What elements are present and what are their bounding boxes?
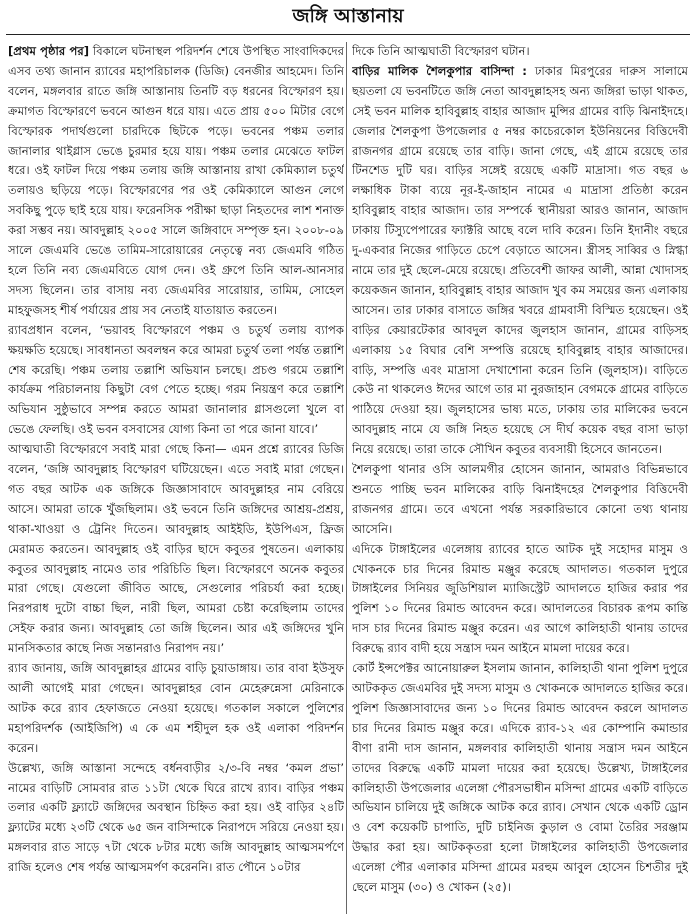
paragraph-text: ঢাকার মিরপুরের দারুস সালামে ছয়তলা যে ভবনটিতে জঙ্গি নেতা আবদুল্লাহসহ অন্য জঙ্গিরা ভাড়া থাকত, সেই ভবন মালিক হাবিবুল্লাহ বাহার আজাদ মুন্সির গ্রামের বাড়ি ঝিনাইদহে। জেলার শৈলকুপা উপজেলার ৫ নম্বর কাচেরকোল ইউনিয়নের বিত্তিদেবী রাজনগর গ্রামে রয়েছে তার বাড়ি। জানা গেছে, এই গ্রামে রয়েছে তার টিনশেড দুটি ঘর। বাড়ির সঙ্গেই রয়েছে একটি মাদ্রাসা। গত বছর ৬ লক্ষাধিক টাকা ব্যয়ে নূর-ই-জাহান নামের এ মাদ্রাসা প্রতিষ্ঠা করেন হাবিবুল্লাহ বাহার আজাদ। তার সম্পর্কে স্থানীয়রা আরও জানান, আজাদ ঢাকায় টিস্যুপেপারের ফ্যাক্টরি আছে বলে দাবি করেন। তিনি ইদানীং বছরে দু-একবার নিজের গাড়িতে চেপে বেড়াতে আসেন। স্ত্রীসহ সাব্বির ও স্নিগ্ধা নামে তার দুই ছেলে-মেয়ে রয়েছে। প্রতিবেশী জাফর আলী, আন্না খোদাসহ কয়েকজন জানান, হাবিবুল্লাহ বাহার আজাদ খুব কম সময়ের জন্য এলাকায় আসেন। তার ঢাকার বাসাতে জঙ্গির খবরে গ্রামবাসী বিস্মিত হয়েছেন। ওই বাড়ির কেয়ারটেকার আবদুল কাদের জুলহাস জানান, গ্রামের বাড়িসহ এলাকায় ১৫ বিঘার বেশি সম্পত্তি রয়েছে হাবিবুল্লাহ বাহার আজাদের। বাড়ি, সম্পত্তি এবং মাদ্রাসা দেখাশোনা করেন তিনি (জুলহাস)। বাড়িতে কেউ না থাকলেও ঈদের আগে তার মা নুরজাহান বেগমকে গ্রামের বাড়িতে পাঠিয়ে দেওয়া হয়। জুলহাসের ভাষ্য মতে, ঢাকায় তার মালিকের ভবনে আবদুল্লাহ নামে যে জঙ্গি নিহত হয়েছে সে দীর্ঘ কয়েক বছর বাসা ভাড়া নিয়ে রয়েছে। তারা তাকে সৌখিন কবুতর ব্যবসায়ী হিসেবে জানতেন।	[352, 63, 688, 457]
paragraph: উল্লেখ্য, জঙ্গি আস্তানা সন্দেহে বর্ধনবাড়ীর ২/৩-বি নম্বর ‘কমল প্রভা’ নামের বাড়িটি সোমবার রাত ১১টা থেকে ঘিরে রাখে র‍্যাব। বাড়ির পঞ্চম তলার একটি ফ্ল্যাটে জঙ্গিদের অবস্থান চিহ্নিত করা হয়। ওই বাড়ির ২৪টি ফ্ল্যাটের মধ্যে ২৩টি থেকে ৬৫ জন বাসিন্দাকে নিরাপদে সরিয়ে নেওয়া হয়। মঙ্গলবার রাত সাড়ে ৭টা থেকে ৮টার মধ্যে জঙ্গি আবদুল্লাহ আত্মসমর্পণে রাজি হলেও শেষ পর্যন্ত আত্মসমর্পণ করেননি। রাত পৌনে ১০টার	[8, 760, 344, 875]
article-headline: জঙ্গি আস্তানায়	[292, 5, 404, 27]
paragraph: র‍্যাবপ্রধান বলেন, ‘ভয়াবহ বিস্ফোরণে পঞ্চম ও চতুর্থ তলায় ব্যাপক ক্ষয়ক্ষতি হয়েছে। সাবধানতা অবলম্বন করে আমরা চতুর্থ তলা পর্যন্ত তল্লাশি শেষ করেছি। পঞ্চম তলায় তল্লাশি অভিযান চলছে। প্রচণ্ড গরমে তল্লাশি কার্যক্রম পরিচালনায় কিছুটা বেগ পেতে হচ্ছে। গরম নিয়ন্ত্রণ করে তল্লাশি অভিযান সুষ্ঠুভাবে সম্পন্ন করতে আমরা জানালার গ্লাসগুলো খুলে বা ভেঙে ফেলছি। ওই ভবন বসবাসের যোগ্য কিনা তা পরে জানা যাবে।’	[8, 322, 344, 437]
continuation-marker: [প্রথম পৃষ্ঠার পর]	[8, 44, 90, 58]
left-column	[8, 42, 344, 912]
paragraph: দিকে তিনি আত্মঘাতী বিস্ফোরণ ঘটান।	[352, 44, 530, 58]
paragraph: কোর্ট ইন্সপেক্টর আনোয়ারুল ইসলাম জানান, কালিহাতী থানা পুলিশ দুপুরে আটককৃত জেএমবির দুই সদস্য মাসুম ও খোকনকে আদালতে হাজির করে। পুলিশ জিজ্ঞাসাবাদের জন্য ১০ দিনের রিমান্ড আবেদন করলে আদালত চার দিনের রিমান্ড মঞ্জুর করে। এদিকে র‍্যাব-১২ এর কোম্পানি কমান্ডার বীণা রানী দাস জানান, মঙ্গলবার কালিহাতী থানায় সন্ত্রাস দমন আইনে তাদের বিরুদ্ধে একটি মামলা দায়ের করা হয়েছে। উল্লেখ্য, টাঙ্গাইলের কালিহাতী উপজেলার এলেঙ্গা পৌরসভাধীন মসিন্দা গ্রামের একটি বাড়িতে অভিযান চালিয়ে দুই জঙ্গিকে আটক করে র‍্যাব। সেখান থেকে একটি ড্রোন ও বেশ কয়েকটি চাপাতি, দুটি চাইনিজ কুড়াল ও বোমা তৈরির সরঞ্জাম উদ্ধার করা হয়। আটককৃতরা হলো টাঙ্গাইলের কালিহাতী উপজেলার এলেঙ্গা পৌর এলাকার মসিন্দা গ্রামের মরহুম আবুল হোসেন চিশতীর দুই ছেলে মাসুম (৩০) ও খোকন (২৫)।	[352, 661, 688, 895]
paragraph: আত্মঘাতী বিস্ফোরণে সবাই মারা গেছে কিনা— এমন প্রশ্নে র‍্যাবের ডিজি বলেন, ‘জঙ্গি আবদুল্লাহ বিস্ফোরণ ঘটিয়েছেন। এতে সবাই মারা গেছেন। গত বছর আটক এক জঙ্গিকে জিজ্ঞাসাবাদে আবদুল্লাহর নাম বেরিয়ে আসে। আমরা তাকে খুঁজছিলাম। ওই ভবনে তিনি জঙ্গিদের আশ্রয়-প্রশ্রয়, থাকা-খাওয়া ও ট্রেনিং দিতেন। আবদুল্লাহ আইইডি, ইউপিএস, ফ্রিজ মেরামত করতেন। আবদুল্লাহ ওই বাড়ির ছাদে কবুতর পুষতেন। এলাকায় কবুতর আবদুল্লাহ নামেও তার পরিচিতি ছিল। বিস্ফোরণে অনেক কবুতর মারা গেছে। যেগুলো জীবিত আছে, সেগুলোর পরিচর্যা করা হচ্ছে। নিরপরাধ দুটো বাচ্চা ছিল, নারী ছিল, আমরা চেষ্টা করেছিলাম তাদের সেইফ করার জন্য। আবদুল্লাহ তো জঙ্গি ছিলেন। আর এই জঙ্গিদের খুনি মানসিকতার কাছে নিজ সন্তানরাও নিরাপদ নয়।’	[8, 442, 344, 656]
paragraph-text: বিকালে ঘটনাস্থল পরিদর্শন শেষে উপস্থিত সাংবাদিকদের এসব তথ্য জানান র‍্যাবের মহাপরিচালক (ডিজি) বেনজীর আহমেদ। তিনি বলেন, মঙ্গলবার রাতে জঙ্গি আস্তানায় তিনটি বড় ধরনের বিস্ফোরণ হয়। ক্রমাগত বিস্ফোরণে ভবনে আগুন ধরে যায়। এতে প্রায় ৫০০ মিটার বেগে বিস্ফোরক পদার্থগুলো চারদিকে ছিটকে পড়ে। ভবনের পঞ্চম তলার জানালার থাইগ্লাস ভেঙে চুরমার হয়ে যায়। পঞ্চম তলার মেঝেতে ফাটল ধরে। ওই ফাটল দিয়ে পঞ্চম তলায় জঙ্গি আস্তানায় রাখা কেমিক্যাল চতুর্থ তলায়ও ছড়িয়ে পড়ে। বিস্ফোরণের পর ওই কেমিক্যালে আগুন লেগে সবকিছু পুড়ে ছাই হয়ে যায়। ফরেনসিক পরীক্ষা ছাড়া নিহতদের লাশ শনাক্ত করা সম্ভব নয়। আবদুল্লাহ ২০০৫ সালে জঙ্গিবাদে সম্পৃক্ত হন। ২০০৮-০৯ সালে জেএমবি ভেঙে তামিম-সারোয়ারের নেতৃত্বে নব্য জেএমবি গঠিত হলে তিনি নব্য জেএমবিতে যোগ দেন। ওই গ্রুপে তিনি আল-আনসার সদস্য ছিলেন। তার বাসায় নব্য জেএমবির সারোয়ার, তামিম, সোহেল মাহফুজসহ শীর্ষ পর্যায়ের প্রায় সব নেতাই যাতায়াত করতেন।	[8, 44, 344, 317]
section-subhead: বাড়ির মালিক শৈলকুপার বাসিন্দা :	[352, 63, 527, 78]
paragraph: শৈলকুপা থানার ওসি আলমগীর হোসেন জানান, আমরাও বিভিন্নভাবে শুনতে পাচ্ছি ভবন মালিকের বাড়ি ঝিনাইদহের শৈলকুপার বিত্তিদেবী রাজনগর গ্রামে। তবে এখনো পর্যন্ত সরকারিভাবে কোনো তথ্য থানায় আসেনি।	[352, 462, 688, 536]
column-divider	[346, 42, 347, 914]
paragraph: র‍্যাব জানায়, জঙ্গি আবদুল্লাহর গ্রামের বাড়ি চুয়াডাঙ্গায়। তার বাবা ইউসুফ আলী আগেই মারা গেছেন। আবদুল্লাহর বোন মেহেরুন্নেসা মেরিনাকে আটক করে র‍্যাব হেফাজতে নেওয়া হয়েছে। গতকাল সকালে পুলিশের মহাপরিদর্শক (আইজিপি) এ কে এম শহীদুল হক ওই এলাকা পরিদর্শন করেন।	[8, 661, 344, 755]
headline-divider	[6, 34, 690, 35]
paragraph: এদিকে টাঙ্গাইলের এলেঙ্গায় র‍্যাবের হাতে আটক দুই সহোদর মাসুম ও খোকনকে চার দিনের রিমান্ড মঞ্জুর করেছে আদালত। গতকাল দুপুরে টাঙ্গাইলের সিনিয়র জুডিশিয়াল ম্যাজিস্ট্রেট আদালতে হাজির করার পর পুলিশ ১০ দিনের রিমান্ড আবেদন করে। আদালতের বিচারক রূপম কান্তি দাস চার দিনের রিমান্ড মঞ্জুর করেন। এর আগে কালিহাতী থানায় তাদের বিরুদ্ধে র‍্যাব বাদী হয়ে সন্ত্রাস দমন আইনে মামলা দায়ের করে।	[352, 541, 688, 656]
right-column	[352, 42, 688, 912]
paragraph	[352, 62, 688, 460]
paragraph	[8, 42, 344, 321]
